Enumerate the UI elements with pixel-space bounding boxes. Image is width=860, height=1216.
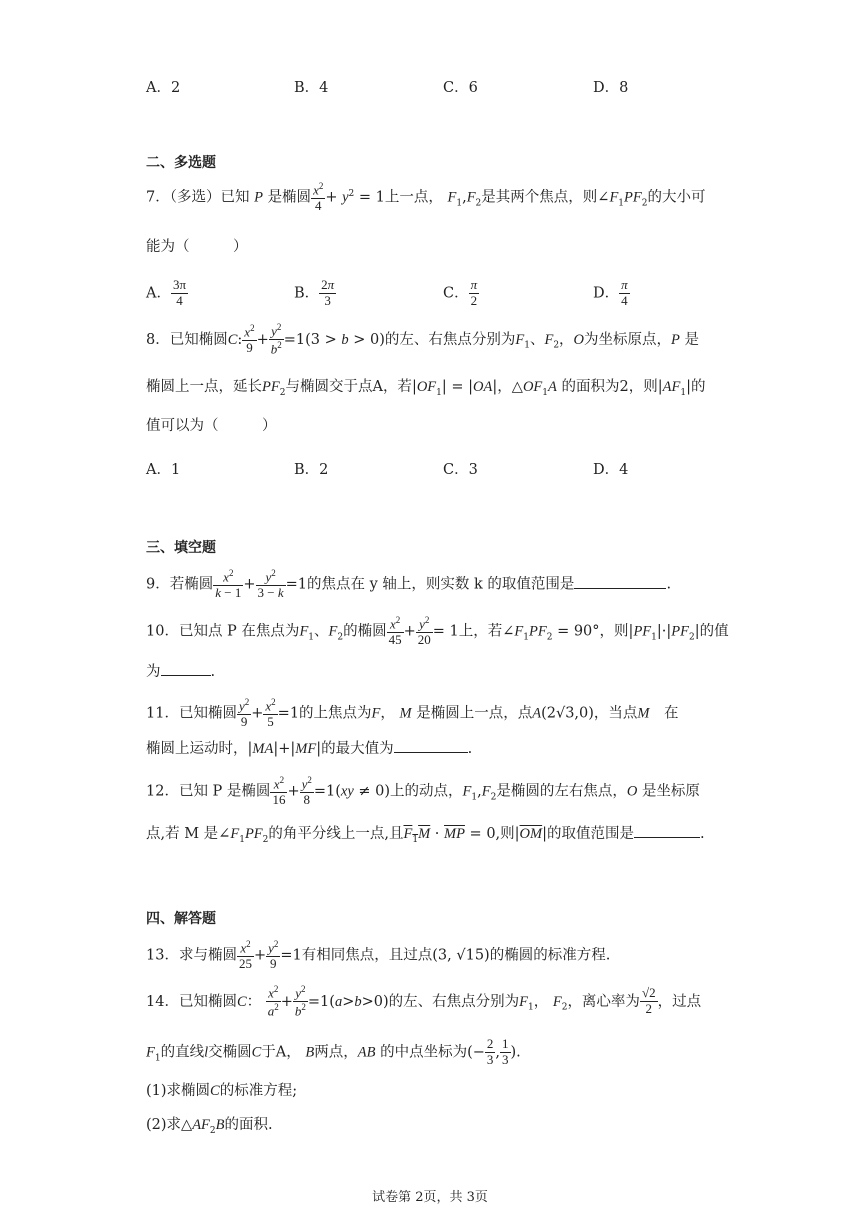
q7-option-a: A． $\frac{3\pi}{4}$ [146,277,187,308]
question-14-line1: 14．已知椭圆C： $\frac{x^2}{a^2}$ + $\frac{y^2}{b^2}$ =1(a>b>0)的左、右焦点分别为$F_1$， $F_2$，离心率为 $\frac{√2}{2}$ ，过点 [146,984,702,1019]
q7-option-c: C． $\frac{\pi}{2}$ [443,277,478,308]
question-11-line1: 11．已知椭圆 $\frac{y^2}{9}$ + $\frac{x^2}{5}$ =1的上焦点为F， M 是椭圆上一点，点A(2√3,0)，当点M 在 [146,697,679,730]
q7-option-d: D． $\frac{\pi}{4}$ [593,277,628,308]
question-7-line1: 7．（多选）已知 P 是椭圆 $\frac{x^2}{4}$ + $y^2 = 1$上一点， $F_1,F_2$是其两个焦点，则$\angle F_1PF_2$的大小可 [146,181,706,214]
question-14-part2: (2)求$\triangle AF_2B$的面积. [146,1117,273,1136]
q8-option-d: D．4 [593,462,629,478]
q8-option-c: C．3 [443,462,478,478]
q8-option-a: A．1 [146,462,181,478]
q8-option-b: B．2 [294,462,329,478]
question-8-line2: 椭圆上一点，延长$PF_2$与椭圆交于点A，若$|OF_1| = |OA|$，$\triangle OF_1A$ 的面积为2，则$|AF_1|$的 [146,379,706,398]
question-11-line2: 椭圆上运动时，|MA|+|MF|的最大值为 . [146,741,473,757]
section-fill-in-blank: 三、填空题 [146,540,216,556]
question-7-line2: 能为（ ） [146,239,248,255]
q7-option-b: B． $\frac{2\pi}{3}$ [294,277,335,308]
question-12-line1: 12．已知 P 是椭圆 $\frac{x^2}{16}$ + $\frac{y^2}{8}$ =1(xy ≠ 0)上的动点，$F_1,F_2$是椭圆的左右焦点，O 是坐标原 [146,775,700,808]
q6-option-c: C．6 [443,80,478,96]
q6-option-b: B．4 [294,80,329,96]
section-answer-questions: 四、解答题 [146,911,216,927]
question-8-line3: 值可以为（ ） [146,418,277,434]
question-14-part1: (1)求椭圆C的标准方程; [146,1083,298,1099]
question-14-line2: $F_1$的直线l交椭圆C于A， B两点，AB 的中点坐标为(− $\frac{2}{3}$ , $\frac{1}{3}$ ). [146,1036,521,1067]
question-13: 13．求与椭圆 $\frac{x^2}{25}$ + $\frac{y^2}{9}$ =1有相同焦点，且过点(3, √15)的椭圆的标准方程. [146,939,611,972]
question-10-line1: 10．已知点 P 在焦点为$F_1$、$F_2$的椭圆 $\frac{x^2}{45}$ + $\frac{y^2}{20}$ = 1上，若$\angle F_1PF_2 = 90^\circ$，则$|PF_1|\cdot|PF_2|$的值 [146,615,729,648]
section-multiple-choice: 二、多选题 [146,155,216,171]
question-8-line1: 8．已知椭圆C: $\frac{x^2}{9}$ + $\frac{y^2}{b^2}$ =1(3 > b > 0)的左、右焦点分别为$F_1$、$F_2$，O为坐标原点，P 是 [146,322,699,357]
q6-option-a: A．2 [146,80,181,96]
question-9: 9．若椭圆 $\frac{x^2}{k - 1}$ + $\frac{y^2}{3 - k}$ =1的焦点在 y 轴上，则实数 k 的取值范围是 . [146,568,672,601]
question-10-line2: 为 . [146,664,216,680]
page-footer: 试卷第 2页，共 3页 [372,1190,488,1205]
q6-option-d: D．8 [593,80,629,96]
question-12-line2: 点,若 M 是$\angle F_1PF_2$的角平分线上一点,且$F_1M \cdot \overline{MP} = 0$,则$|\overline{OM}|$的取值范围是 . [146,826,705,845]
